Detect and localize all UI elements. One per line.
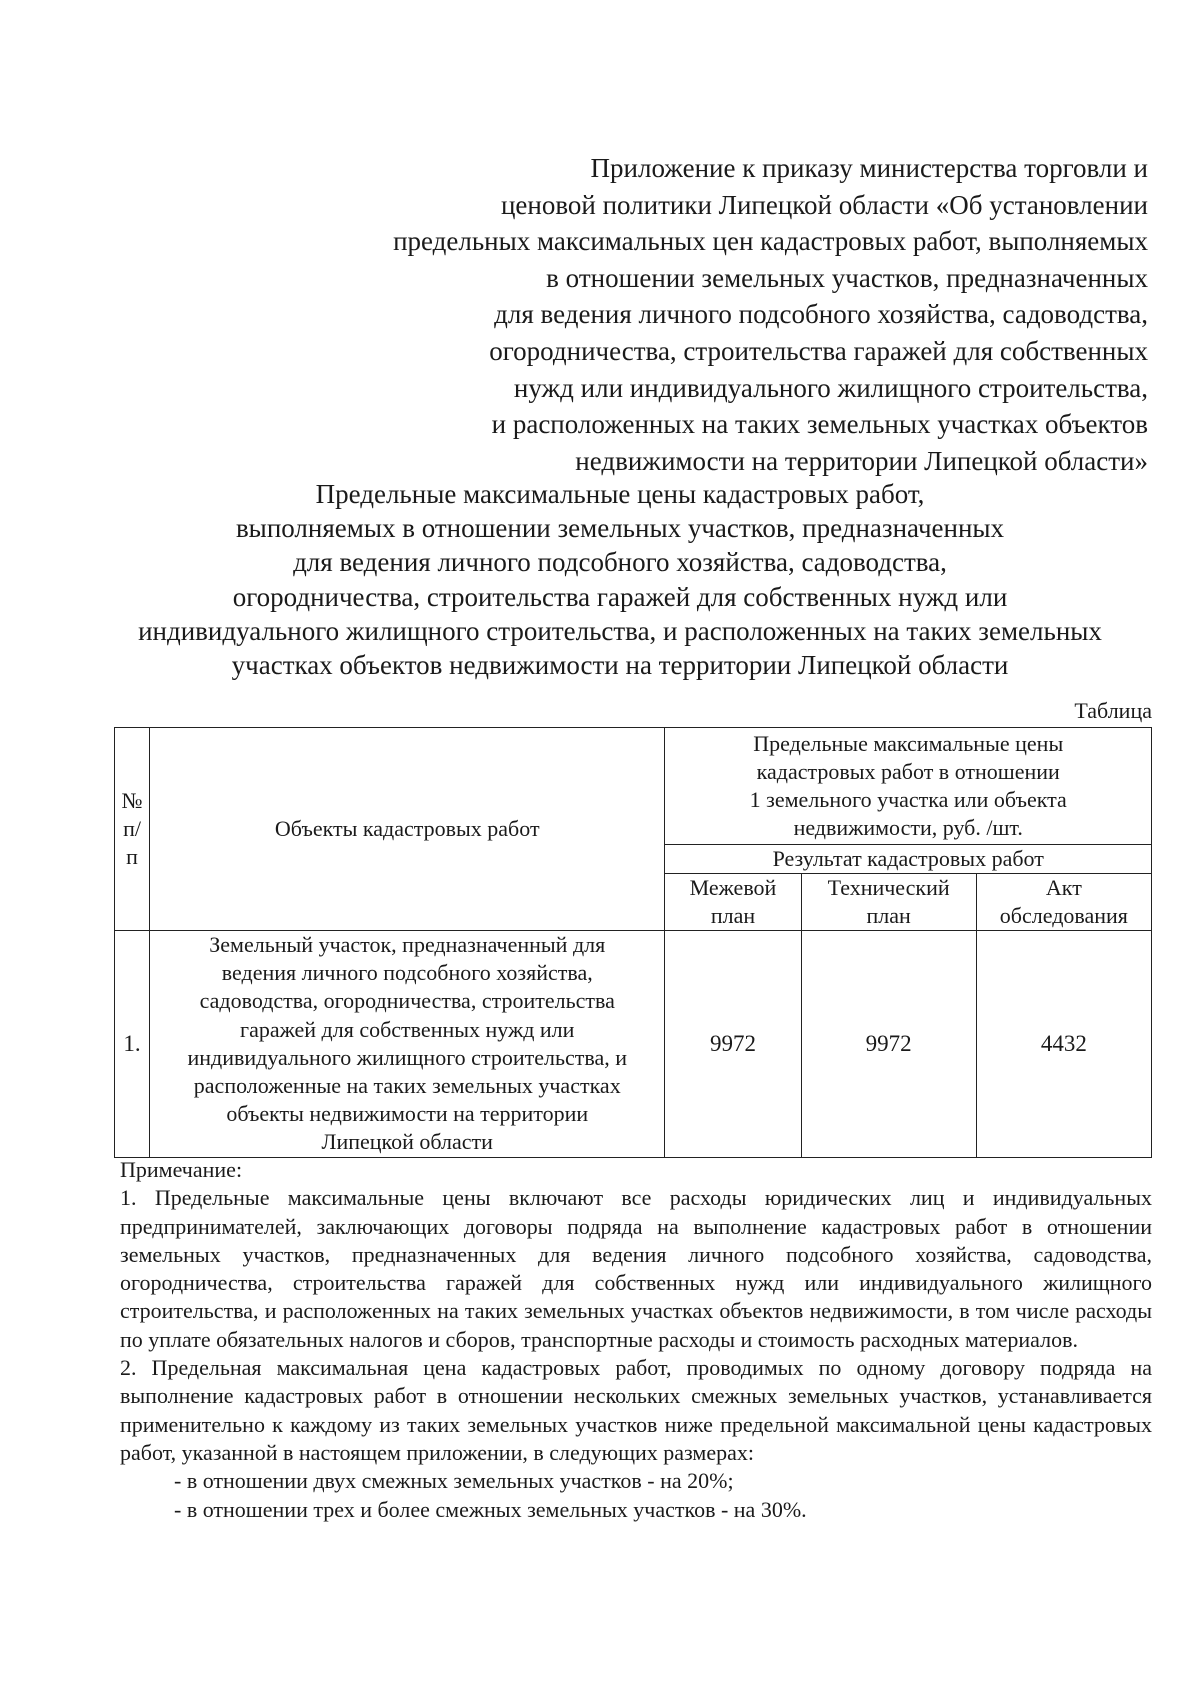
object-line: садоводства, огородничества, строительства (199, 988, 615, 1014)
notes-heading: Примечание: (120, 1157, 243, 1182)
header-inspection-act-cell (976, 874, 1151, 931)
appendix-line: для ведения личного подсобного хозяйства, садоводства, (494, 299, 1148, 330)
title-line: участках объектов недвижимости на территории Липецкой области (231, 650, 1009, 681)
appendix-line: недвижимости на территории Липецкой области» (575, 445, 1148, 476)
object-line: гаражей для собственных нужд или (240, 1016, 575, 1042)
header-prices-line: недвижимости, руб. /шт. (793, 815, 1023, 840)
appendix-line: Приложение к приказу министерства торговли и (590, 153, 1148, 183)
appendix-line: огородничества, строительства гаражей для собственных (489, 335, 1148, 366)
header-objects-cell: Объекты кадастровых работ (150, 728, 665, 931)
table-header-row (115, 728, 1152, 845)
title-line: Предельные максимальные цены кадастровых работ, (315, 479, 925, 509)
prices-table (114, 727, 1152, 1158)
object-line: Земельный участок, предназначенный для (209, 932, 606, 957)
header-number-symbol: № (121, 788, 143, 813)
object-line: расположенные на таких земельных участках (193, 1073, 621, 1099)
object-line: объекты недвижимости на территории (226, 1101, 589, 1127)
header-prices-line: кадастровых работ в отношении (756, 759, 1060, 784)
header-number-label: п/п (123, 816, 141, 869)
boundary-plan-price: 9972 (665, 931, 801, 1158)
appendix-line: в отношении земельных участков, предназначенных (546, 262, 1148, 293)
header-inspection-act-line: Акт (1045, 875, 1082, 900)
notes-section (120, 1156, 1152, 1524)
header-prices-line: 1 земельного участка или объекта (749, 787, 1067, 812)
inspection-act-price: 4432 (976, 931, 1151, 1158)
appendix-line: нужд или индивидуального жилищного строительства, (513, 372, 1148, 403)
row-object-description (150, 931, 665, 1158)
appendix-header (288, 150, 1148, 479)
row-number: 1. (115, 931, 150, 1158)
header-boundary-plan-line: Межевой (689, 875, 777, 900)
header-prices-cell (665, 728, 1152, 845)
header-technical-plan-line: план (866, 903, 911, 928)
appendix-line: предельных максимальных цен кадастровых работ, выполняемых (393, 226, 1148, 257)
note-sub-item-2: - в отношении трех и более смежных земельных участков - на 30%. (174, 1496, 807, 1522)
title-line: выполняемых в отношении земельных участков, предназначенных (235, 513, 1005, 544)
header-technical-plan-cell (801, 874, 976, 931)
note-paragraph-2: 2. Предельная максимальная цена кадастровых работ, проводимых по одному договору подряда на выполнение кадастровых работ в отношении нескольких смежных земельных участков, устанавливается применительно к каждому из таких земельных участков ниже предельной максимальной цены кадастровых работ, указанной в настоящем приложении, в следующих размерах: (120, 1355, 1152, 1465)
appendix-line: и расположенных на таких земельных участках объектов (491, 409, 1148, 440)
title-line: для ведения личного подсобного хозяйства, садоводства, (293, 547, 947, 578)
technical-plan-price: 9972 (801, 931, 976, 1158)
header-result-cell: Результат кадастровых работ (665, 845, 1152, 874)
document-title (100, 477, 1140, 682)
header-inspection-act-line: обследования (999, 903, 1128, 928)
note-paragraph-1: 1. Предельные максимальные цены включают все расходы юридических лиц и индивидуальных предпринимателей, заключающих договоры подряда на выполнение кадастровых работ в отношении земельных участков, предназначенных для ведения личного подсобного хозяйства, садоводства, огородничества, строительства гаражей для собственных нужд или индивидуального жилищного строительства, и расположенных на таких земельных участках объектов недвижимости, в том числе расходы по уплате обязательных налогов и сборов, транспортные расходы и стоимость расходных материалов. (120, 1185, 1152, 1352)
header-prices-line: Предельные максимальные цены (753, 731, 1064, 756)
note-sub-item-1: - в отношении двух смежных земельных участков - на 20%; (174, 1468, 734, 1494)
title-line: индивидуального жилищного строительства, и расположенных на таких земельных (138, 615, 1102, 646)
object-line: индивидуального жилищного строительства, и (187, 1044, 628, 1070)
table-row (115, 931, 1152, 1158)
object-line: Липецкой области (321, 1129, 493, 1155)
title-line: огородничества, строительства гаражей для собственных нужд или (232, 581, 1008, 612)
header-boundary-plan-cell (665, 874, 801, 931)
header-technical-plan-line: Технический (827, 875, 950, 900)
header-number-cell (115, 728, 150, 931)
appendix-line: ценовой политики Липецкой области «Об установлении (500, 189, 1148, 220)
table-caption: Таблица (1074, 698, 1152, 723)
header-boundary-plan-line: план (710, 903, 756, 928)
object-line: ведения личного подсобного хозяйства, (221, 960, 593, 986)
